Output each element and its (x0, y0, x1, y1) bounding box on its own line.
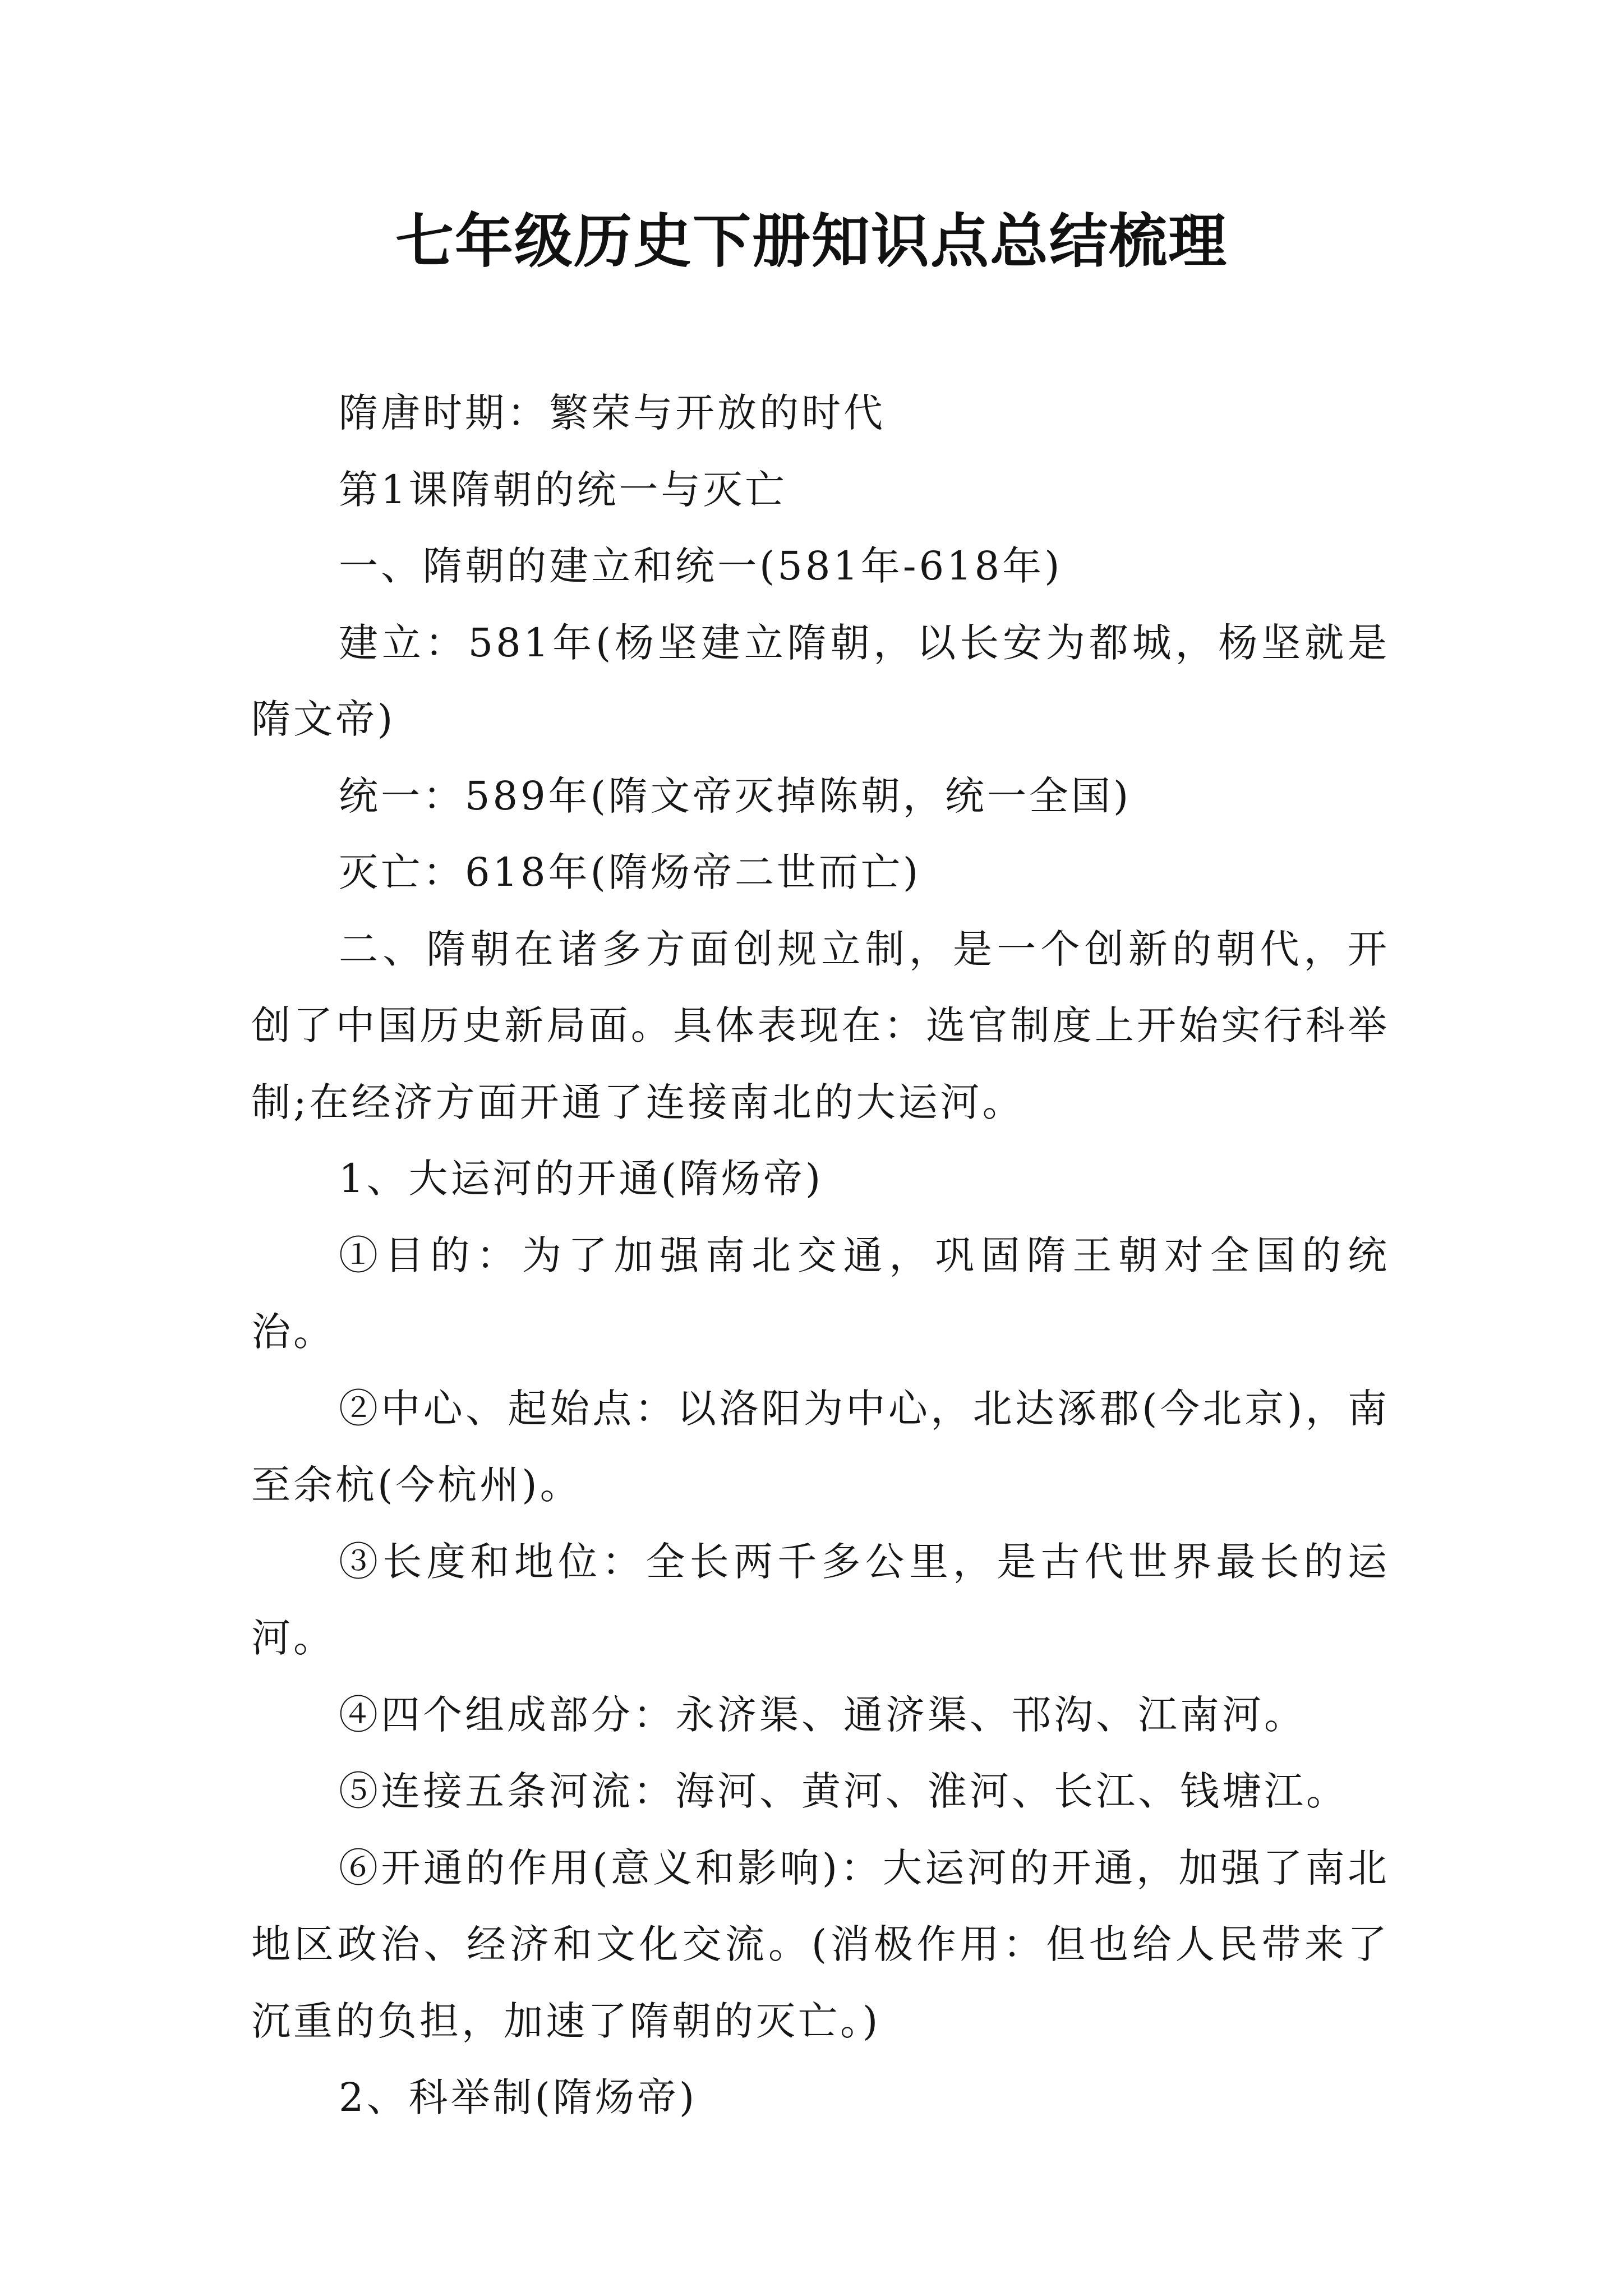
paragraph-canal-rivers: ⑤连接五条河流：海河、黄河、淮河、长江、钱塘江。 (339, 1768, 1348, 1814)
paragraph-section-two: 二、隋朝在诸多方面创规立制，是一个创新的朝代，开创了中国历史新局面。具体表现在：选官制度上开始实行科举制;在经济方面开通了连接南北的大运河。 (251, 926, 1390, 1125)
paragraph-fall: 灭亡：618年(隋炀帝二世而亡) (339, 849, 921, 895)
paragraph-canal-length: ③长度和地位：全长两千多公里，是古代世界最长的运河。 (251, 1538, 1390, 1661)
paragraph-founding: 建立：581年(杨坚建立隋朝，以长安为都城，杨坚就是隋文帝) (251, 619, 1390, 742)
paragraph-era-heading: 隋唐时期：繁荣与开放的时代 (339, 390, 886, 436)
paragraph-canal-parts: ④四个组成部分：永济渠、通济渠、邗沟、江南河。 (339, 1691, 1306, 1738)
paragraph-lesson-heading: 第1课隋朝的统一与灭亡 (339, 466, 787, 513)
document-title: 七年级历史下册知识点总结梳理 (395, 207, 1228, 275)
paragraph-canal-center: ②中心、起始点：以洛阳为中心，北达涿郡(今北京)，南至余杭(今杭州)。 (251, 1385, 1390, 1508)
paragraph-imperial-exam-heading: 2、科举制(隋炀帝) (339, 2074, 698, 2120)
paragraph-grand-canal-heading: 1、大运河的开通(隋炀帝) (339, 1156, 824, 1202)
document-body (251, 375, 1390, 2136)
paragraph-unification: 统一：589年(隋文帝灭掉陈朝，统一全国) (339, 772, 1132, 819)
paragraph-canal-impact: ⑥开通的作用(意义和影响)：大运河的开通，加强了南北地区政治、经济和文化交流。(消极作用：但也给人民带来了沉重的负担，加速了隋朝的灭亡。) (251, 1844, 1390, 2044)
paragraph-canal-purpose: ①目的：为了加强南北交通，巩固隋王朝对全国的统治。 (251, 1232, 1390, 1355)
paragraph-section-one: 一、隋朝的建立和统一(581年-618年) (339, 543, 1063, 589)
